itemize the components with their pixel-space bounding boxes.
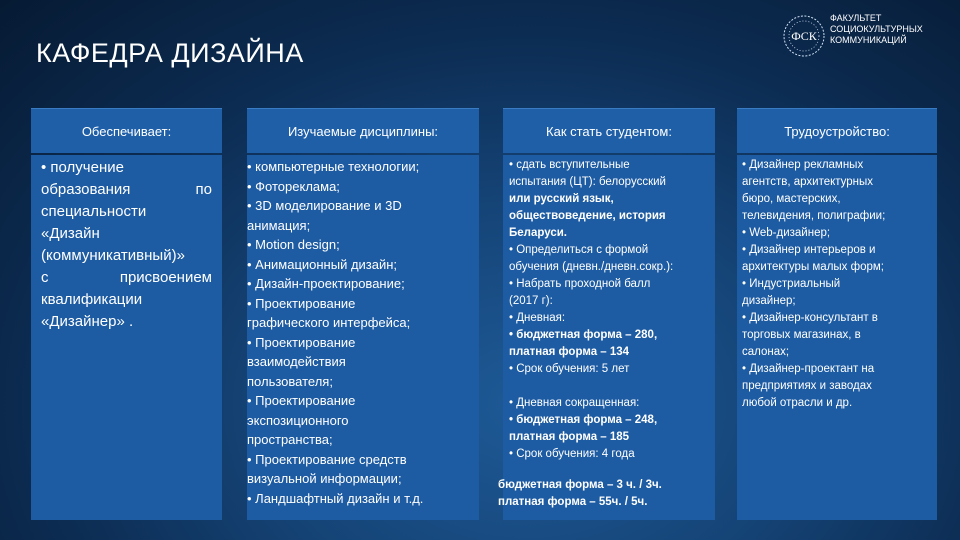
admission-line: платная форма – 134	[509, 346, 630, 358]
admission-line: Беларуси.	[509, 227, 568, 239]
admission-line: • Срок обучения: 5 лет	[509, 363, 630, 375]
column-heading-provides: Обеспечивает:	[31, 108, 222, 153]
employment-line: торговых магазинах, в	[742, 329, 861, 341]
provides-line: квалификации	[41, 291, 143, 308]
discipline-line: • Ландшафтный дизайн и т.д.	[247, 490, 424, 506]
provides-line: • получение	[41, 159, 124, 176]
admission-box	[498, 155, 715, 520]
admission-line	[509, 378, 713, 395]
admission-line: • Срок обучения: 4 года	[509, 448, 635, 460]
admission-line: испытания (ЦТ): белорусский	[509, 176, 666, 188]
provides-line: специальности	[41, 203, 147, 220]
discipline-line: • компьютерные технологии;	[247, 159, 420, 174]
admission-footer-line: бюджетная форма – 3 ч. / 3ч.	[498, 479, 662, 491]
admission-line: • Определиться с формой	[509, 244, 649, 256]
column-heading-admission: Как стать студентом:	[503, 108, 715, 153]
admission-line: платная форма – 185	[509, 431, 630, 443]
disciplines-box	[247, 155, 479, 520]
employment-line: • Дизайнер интерьеров и	[742, 244, 876, 256]
discipline-line: графического интерфейса;	[247, 315, 411, 330]
discipline-line: • Проектирование	[247, 295, 356, 311]
provides-line: «Дизайнер» .	[41, 313, 134, 330]
employment-line: бюро, мастерских,	[742, 193, 841, 205]
employment-line: дизайнер;	[742, 295, 796, 307]
admission-line: • Набрать проходной балл	[509, 278, 651, 290]
employment-line: агентств, архитектурных	[742, 176, 874, 188]
employment-line: предприятиях и заводах	[742, 380, 872, 392]
discipline-line: взаимодействия	[247, 354, 346, 369]
discipline-line: • Дизайн-проектирование;	[247, 276, 405, 291]
column-heading-employment: Трудоустройство:	[737, 108, 937, 153]
employment-line: телевидения, полиграфии;	[742, 210, 886, 222]
discipline-line: визуальной информации;	[247, 471, 402, 486]
employment-box	[737, 155, 937, 520]
discipline-line: экспозиционного	[247, 412, 349, 428]
provides-line: с присвоением	[41, 269, 212, 286]
employment-line: • Дизайнер-проектант на	[742, 363, 875, 375]
employment-line: любой отрасли и др.	[742, 397, 853, 409]
provides-line: «Дизайн	[41, 225, 100, 242]
discipline-line: • Проектирование	[247, 334, 356, 350]
discipline-line: • Проектирование	[247, 393, 356, 408]
admission-line: или русский язык,	[509, 193, 614, 205]
employment-line: • Web-дизайнер;	[742, 227, 831, 239]
employment-line: архитектуры малых форм;	[742, 261, 884, 273]
admission-line: • сдать вступительные	[509, 159, 630, 171]
employment-line: салонах;	[742, 346, 790, 358]
admission-line: • бюджетная форма – 280,	[509, 329, 658, 341]
discipline-line: • Проектирование средств	[247, 451, 407, 467]
discipline-line: • 3D моделирование и 3D	[247, 198, 402, 213]
employment-line: • Индустриальный	[742, 278, 841, 290]
column-heading-disciplines: Изучаемые дисциплины:	[247, 108, 479, 153]
admission-line: • Дневная:	[509, 312, 566, 324]
discipline-line: • Фотореклама;	[247, 178, 340, 194]
discipline-line: пользователя;	[247, 373, 333, 389]
employment-line: • Дизайнер-консультант в	[742, 312, 878, 324]
provides-box	[31, 155, 222, 520]
admission-line: обучения (дневн./дневн.сокр.):	[509, 261, 674, 273]
page-title: КАФЕДРА ДИЗАЙНА	[36, 38, 304, 68]
svg-text:ФСК: ФСК	[791, 29, 817, 43]
admission-line: обществоведение, история	[509, 210, 666, 222]
faculty-logo	[782, 14, 826, 58]
discipline-line: • Motion design;	[247, 237, 340, 252]
admission-line: • бюджетная форма – 248,	[509, 414, 658, 426]
employment-line: • Дизайнер рекламных	[742, 159, 864, 171]
discipline-line: • Анимационный дизайн;	[247, 256, 398, 272]
discipline-line: анимация;	[247, 217, 311, 233]
faculty-name: ФАКУЛЬТЕТ СОЦИОКУЛЬТУРНЫХ КОММУНИКАЦИЙ	[830, 13, 923, 45]
discipline-line: пространства;	[247, 432, 333, 447]
admission-line: (2017 г):	[509, 295, 553, 307]
provides-line: (коммуникативный)»	[41, 247, 185, 264]
admission-line: • Дневная сокращенная:	[509, 397, 640, 409]
admission-footer-line: платная форма – 55ч. / 5ч.	[498, 496, 648, 508]
admission-part-time-note	[498, 477, 662, 511]
provides-line: образования по	[41, 181, 212, 198]
